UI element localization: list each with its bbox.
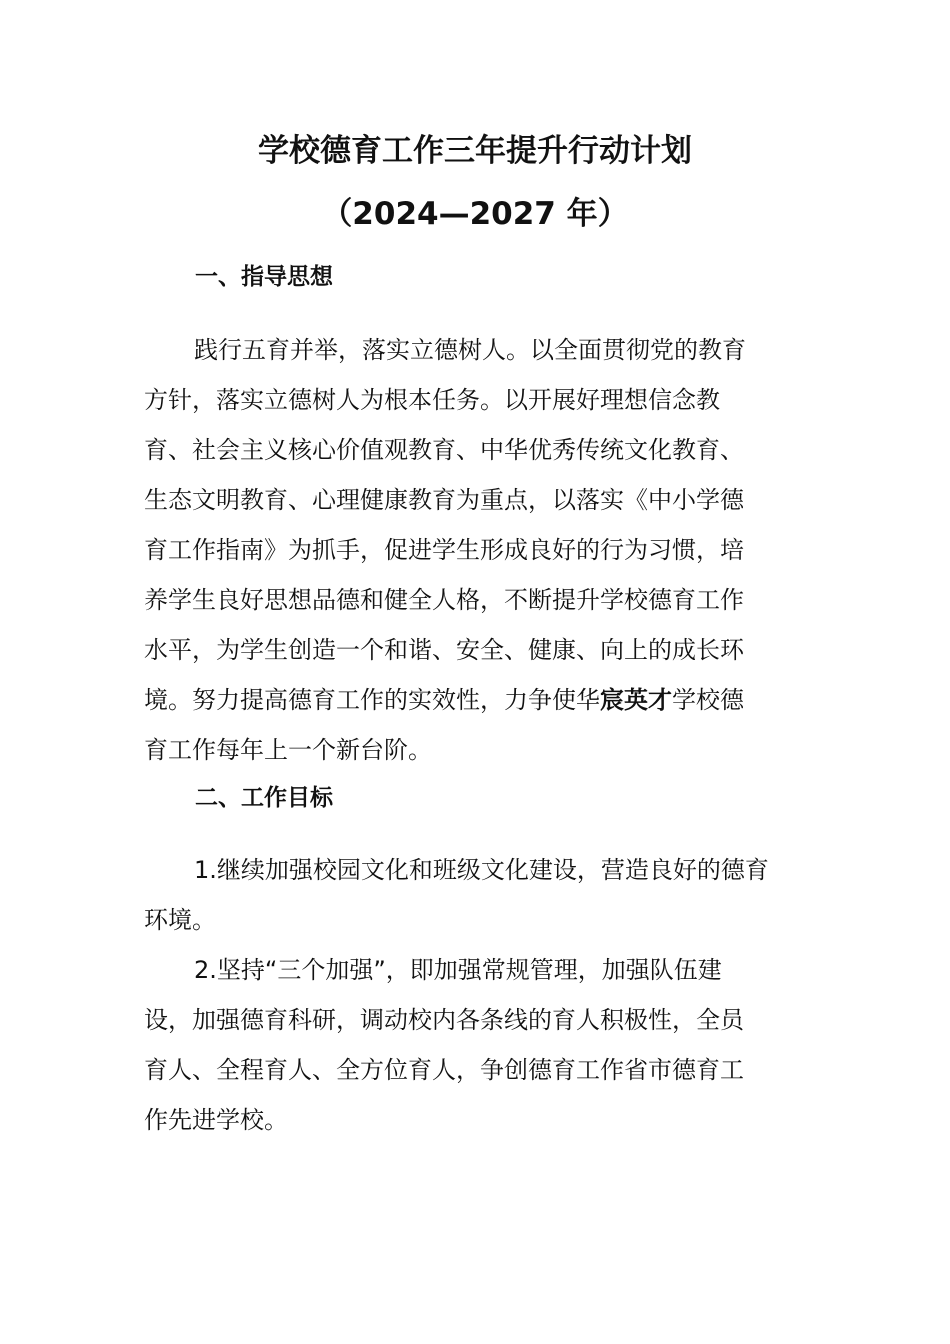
line-text: 学校德 xyxy=(672,686,744,714)
paragraph-line: 水平，为学生创造一个和谐、安全、健康、向上的成长环 xyxy=(144,636,744,664)
paragraph-line: 育人、全程育人、全方位育人，争创德育工作省市德育工 xyxy=(144,1056,744,1084)
paragraph-line: 养学生良好思想品德和健全人格，不断提升学校德育工作 xyxy=(144,586,744,614)
paragraph-line: 育工作指南》为抓手，促进学生形成良好的行为习惯，培 xyxy=(144,536,744,564)
document-title: 学校德育工作三年提升行动计划 xyxy=(258,133,692,169)
section-heading-work-goals: 二、工作目标 xyxy=(195,785,333,811)
paragraph-line: 2.坚持“三个加强”，即加强常规管理，加强队伍建 xyxy=(194,956,722,984)
paragraph-line: 环境。 xyxy=(144,906,216,934)
paragraph-line: 育工作每年上一个新台阶。 xyxy=(144,736,432,764)
goal-item-2 xyxy=(144,945,824,1145)
school-name-emphasis: 宸英才 xyxy=(600,686,672,714)
paragraph-line: 践行五育并举，落实立德树人。以全面贯彻党的教育 xyxy=(194,336,746,364)
paragraph-line: 作先进学校。 xyxy=(144,1106,288,1134)
guiding-ideology-paragraph xyxy=(144,325,824,775)
paragraph-line: 生态文明教育、心理健康教育为重点，以落实《中小学德 xyxy=(144,486,744,514)
paragraph-line: 育、社会主义核心价值观教育、中华优秀传统文化教育、 xyxy=(144,436,744,464)
paragraph-line: 方针，落实立德树人为根本任务。以开展好理想信念教 xyxy=(144,386,720,414)
line-text: 境。努力提高德育工作的实效性，力争使华 xyxy=(144,686,600,714)
section-heading-guiding-ideology: 一、指导思想 xyxy=(195,264,333,290)
goal-item-1 xyxy=(144,845,824,945)
paragraph-line-with-school-name xyxy=(144,675,824,725)
paragraph-line: 设，加强德育科研，调动校内各条线的育人积极性，全员 xyxy=(144,1006,744,1034)
paragraph-line: 1.继续加强校园文化和班级文化建设，营造良好的德育 xyxy=(194,856,769,884)
document-subtitle: （2024—2027 年） xyxy=(321,196,629,232)
